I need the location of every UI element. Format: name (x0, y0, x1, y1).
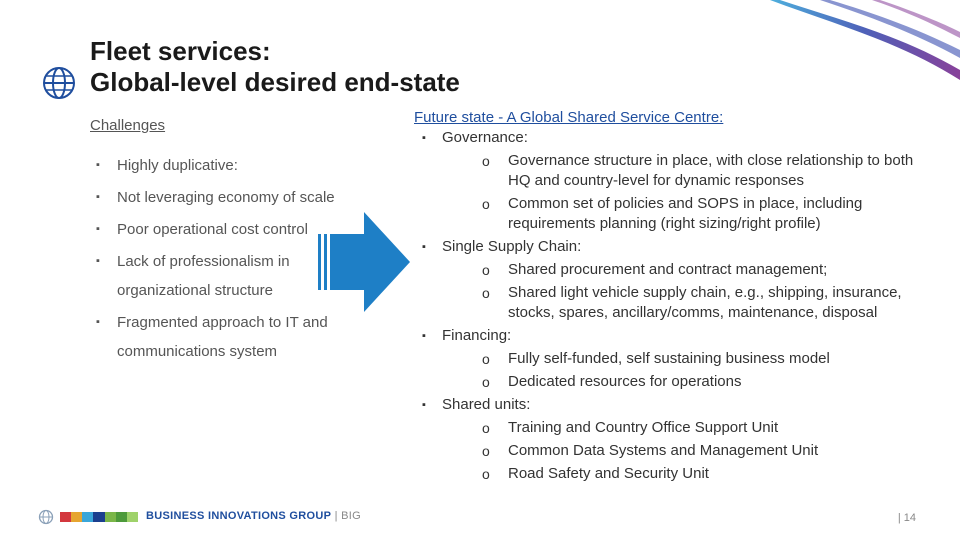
future-state-list (414, 128, 934, 484)
sub-item: o Road Safety and Security Unit (442, 464, 934, 484)
brand-name: BUSINESS INNOVATIONS GROUP (146, 510, 332, 522)
page-title (90, 36, 460, 98)
sub-list (442, 260, 934, 323)
globe-icon (42, 66, 76, 100)
sub-list (442, 418, 934, 484)
sub-item: o Fully self-funded, self sustaining business model (442, 349, 934, 369)
section-label: Single Supply Chain: (442, 238, 582, 255)
corner-decoration (660, 0, 960, 80)
sub-item: o Shared procurement and contract management; (442, 260, 934, 280)
sub-list (442, 349, 934, 392)
sub-list (442, 151, 934, 234)
challenge-item: ▪ Lack of professionalism in organizational structure (90, 247, 340, 305)
title-line-2: Global-level desired end-state (90, 67, 460, 97)
title-line-1: Fleet services: (90, 36, 271, 66)
sub-item: o Training and Country Office Support Unit (442, 418, 934, 438)
challenge-item: ▪ Poor operational cost control (90, 215, 340, 244)
sub-item: o Common set of policies and SOPS in place, including requirements planning (right sizing/right profile) (442, 194, 934, 234)
challenges-list (90, 151, 340, 366)
future-state-panel (414, 108, 934, 487)
challenges-heading: Challenges (90, 117, 166, 134)
brand-separator: | (331, 510, 342, 522)
footer-brand (146, 510, 361, 522)
sub-item: o Dedicated resources for operations (442, 372, 934, 392)
challenge-item: ▪ Highly duplicative: (90, 151, 340, 180)
sub-item: o Shared light vehicle supply chain, e.g., shipping, insurance, stocks, spares, ancillary/comms, maintenance, disposal (442, 283, 934, 323)
section-label: Shared units: (442, 396, 531, 413)
challenge-item: ▪ Not leveraging economy of scale (90, 183, 340, 212)
future-section-shared-units (414, 395, 934, 484)
challenges-panel (90, 117, 340, 369)
page-number: | 14 (897, 512, 916, 524)
section-label: Financing: (442, 327, 512, 344)
section-label: Governance: (442, 129, 528, 146)
future-section-governance (414, 128, 934, 234)
sub-item: o Common Data Systems and Management Unit (442, 441, 934, 461)
future-state-heading: Future state - A Global Shared Service Centre: (414, 109, 724, 126)
sub-item: o Governance structure in place, with close relationship to both HQ and country-level for dynamic responses (442, 151, 934, 191)
future-section-financing (414, 326, 934, 392)
footer-color-bar (60, 512, 138, 522)
un-logo-icon (38, 509, 54, 525)
brand-short: BIG (341, 510, 361, 522)
future-section-supply-chain (414, 237, 934, 323)
challenge-item: ▪ Fragmented approach to IT and communications system (90, 308, 340, 366)
arrow-right-icon (318, 212, 410, 312)
